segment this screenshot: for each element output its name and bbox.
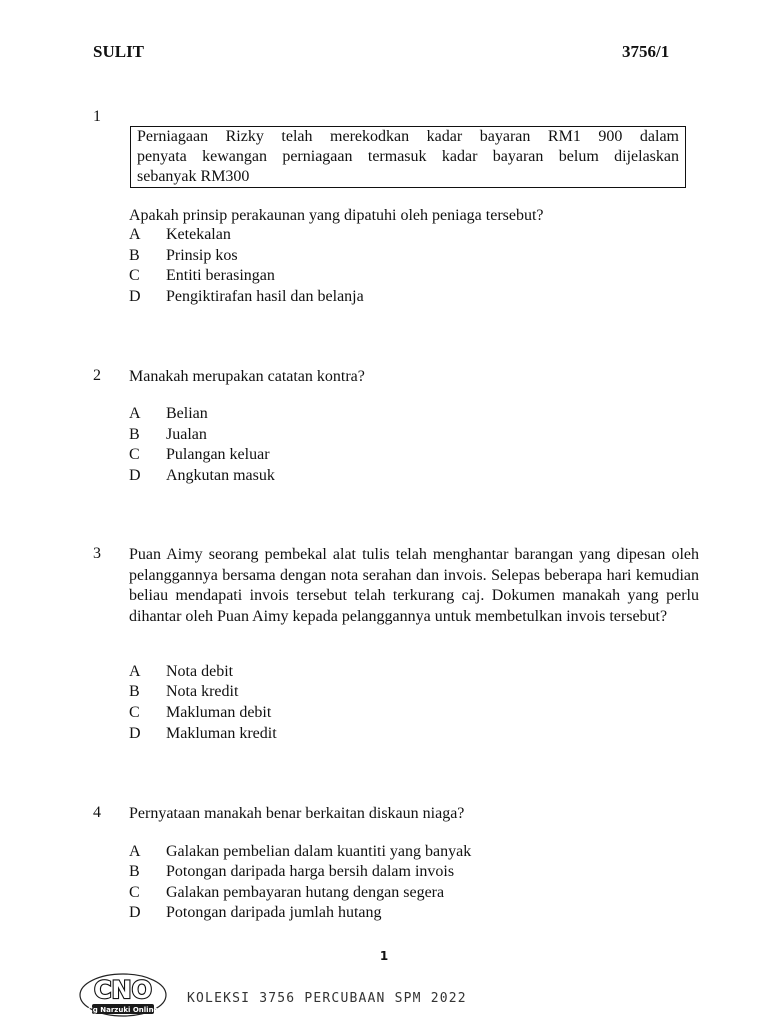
option-letter: A [129, 843, 141, 860]
option-text: Prinsip kos [166, 247, 238, 264]
question-number: 1 [93, 108, 101, 125]
option-text: Potongan daripada harga bersih dalam invois [166, 863, 455, 880]
answer-option[interactable] [129, 247, 699, 268]
option-text: Angkutan masuk [166, 467, 275, 484]
page-number: 1 [379, 949, 389, 963]
option-letter: D [129, 467, 141, 484]
option-text: Ketekalan [166, 226, 231, 243]
header-classification: SULIT [93, 42, 145, 61]
option-text: Nota debit [166, 663, 234, 680]
option-letter: D [129, 904, 141, 921]
option-letter: C [129, 704, 140, 721]
option-letter: B [129, 426, 140, 443]
answer-option[interactable] [129, 725, 699, 746]
answer-option[interactable] [129, 863, 699, 884]
option-letter: C [129, 267, 140, 284]
question-number: 4 [93, 804, 101, 821]
option-text: Pengiktirafan hasil dan belanja [166, 288, 364, 305]
answer-option[interactable] [129, 683, 699, 704]
question-stem: Pernyataan manakah benar berkaitan diskaun niaga? [129, 805, 465, 822]
option-text: Entiti berasingan [166, 267, 275, 284]
option-letter: B [129, 863, 140, 880]
option-text: Makluman kredit [166, 725, 277, 742]
logo-subtext: Cg Narzuki Online [87, 1006, 159, 1014]
option-letter: C [129, 446, 140, 463]
option-text: Potongan daripada jumlah hutang [166, 904, 382, 921]
answer-option[interactable] [129, 426, 699, 447]
answer-option[interactable] [129, 467, 699, 488]
option-letter: A [129, 226, 141, 243]
option-letter: A [129, 405, 141, 422]
option-text: Makluman debit [166, 704, 272, 721]
logo-text: CNO [93, 976, 153, 1004]
question-1-statement-box [130, 126, 686, 188]
answer-option[interactable] [129, 663, 699, 684]
option-text: Galakan pembayaran hutang dengan segera [166, 884, 445, 901]
option-letter: C [129, 884, 140, 901]
question-number: 3 [93, 545, 101, 562]
option-text: Jualan [166, 426, 207, 443]
option-letter: A [129, 663, 141, 680]
cno-logo [78, 968, 168, 1018]
question-stem: Puan Aimy seorang pembekal alat tulis telah menghantar barangan yang dipesan oleh pelanggannya bersama dengan nota serahan dan invois. Selepas beberapa hari kemudian beliau mendapati invois tersebut telah terkurang caj. Dokumen manakah yang perlu dihantar oleh Puan Aimy kepada pelanggannya untuk membetulkan invois tersebut? [129, 546, 699, 625]
question-stem: Manakah merupakan catatan kontra? [129, 368, 365, 385]
answer-option[interactable] [129, 704, 699, 725]
option-letter: D [129, 725, 141, 742]
option-text: Nota kredit [166, 683, 239, 700]
answer-option[interactable] [129, 267, 699, 288]
header-paper-code: 3756/1 [622, 42, 670, 61]
question-stem: Apakah prinsip perakaunan yang dipatuhi oleh peniaga tersebut? [129, 207, 544, 224]
option-text: Pulangan keluar [166, 446, 270, 463]
answer-option[interactable] [129, 904, 699, 925]
option-text: Belian [166, 405, 208, 422]
option-letter: D [129, 288, 141, 305]
option-letter: B [129, 683, 140, 700]
answer-option[interactable] [129, 884, 699, 905]
box-line: sebanyak RM300 [137, 168, 250, 185]
option-letter: B [129, 247, 140, 264]
answer-option[interactable] [129, 843, 699, 864]
footer-collection-label: KOLEKSI 3756 PERCUBAAN SPM 2022 [187, 991, 467, 1006]
box-line: Perniagaan Rizky telah merekodkan kadar bayaran RM1 900 dalam [137, 128, 679, 145]
answer-option[interactable] [129, 226, 699, 247]
question-number: 2 [93, 367, 101, 384]
answer-option[interactable] [129, 405, 699, 426]
box-line: penyata kewangan perniagaan termasuk kadar bayaran belum dijelaskan [137, 148, 679, 165]
answer-option[interactable] [129, 446, 699, 467]
option-text: Galakan pembelian dalam kuantiti yang banyak [166, 843, 472, 860]
answer-option[interactable] [129, 288, 699, 309]
